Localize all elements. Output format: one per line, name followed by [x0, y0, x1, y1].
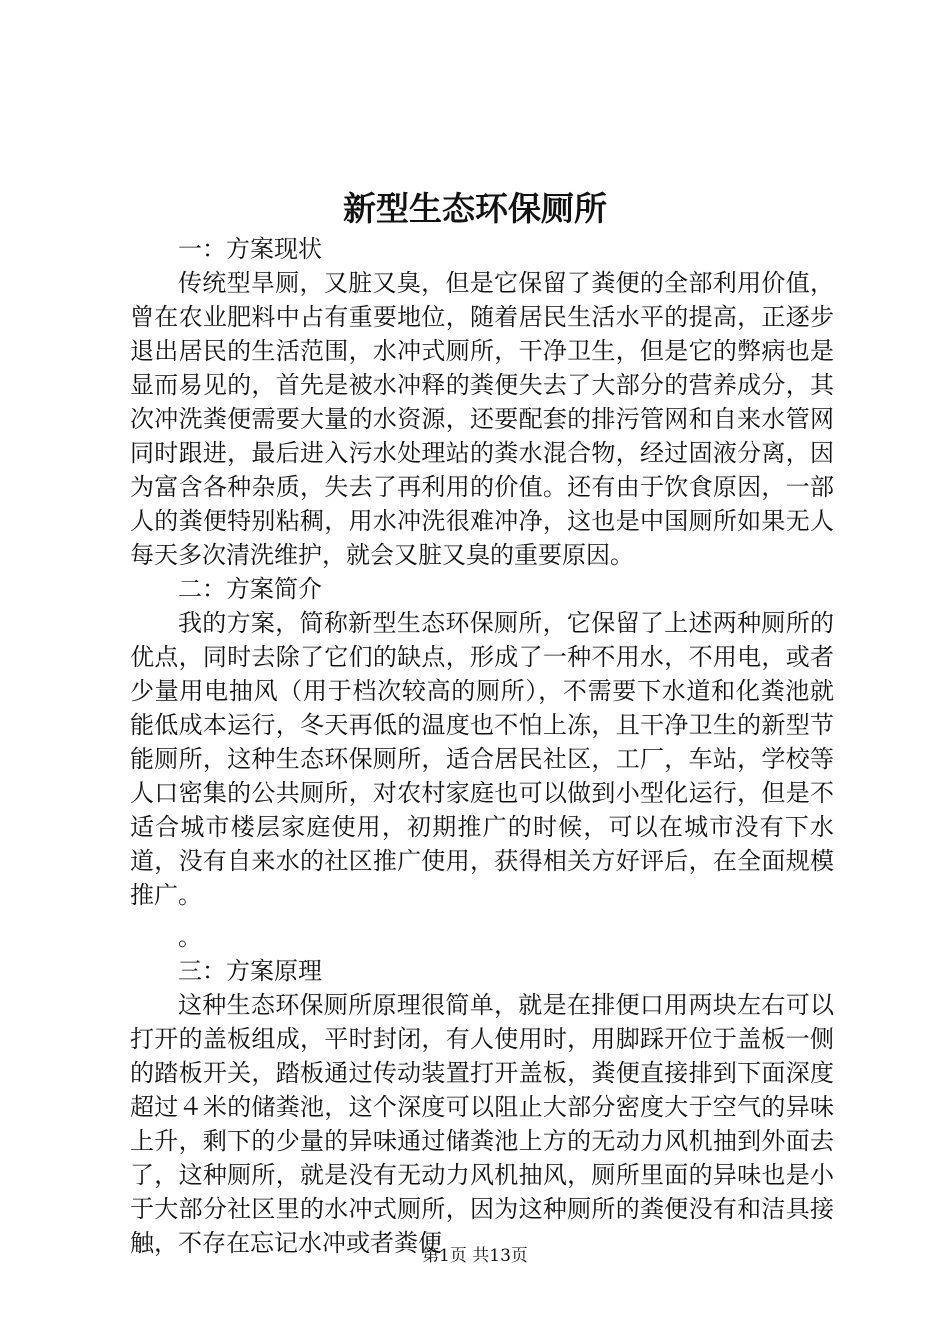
paragraph-principle: 这种生态环保厕所原理很简单，就是在排便口用两块左右可以打开的盖板组成，平时封闭，有人使用时，用脚踩开位于盖板一侧的踏板开关，踏板通过传动装置打开盖板，粪便直接排到下面深度超过４米的储粪池，这个深度可以阻止大部分密度大于空气的异味上升，剩下的少量的异味通过储粪池上方的无动力风机抽到外面去了，这种厕所，就是没有无动力风机抽风，厕所里面的异味也是小于大部分社区里的水冲式厕所，因为这种厕所的粪便没有和洁具接触，不存在忘记水冲或者粪便 — [130, 991, 834, 1257]
section-heading-intro: 二：方案简介 — [178, 575, 322, 603]
page-footer: 第1页 共13页 — [422, 1246, 528, 1266]
document-body — [130, 232, 834, 1260]
paragraph-intro-mark: 。 — [178, 923, 202, 951]
document-title: 新型生态环保厕所 — [343, 189, 607, 228]
paragraph-status: 传统型旱厕，又脏又臭，但是它保留了粪便的全部利用价值，曾在农业肥料中占有重要地位，随着居民生活水平的提高，正逐步退出居民的生活范围，水冲式厕所，干净卫生，但是它的弊病也是显而易见的，首先是被水冲释的粪便失去了大部分的营养成分，其次冲洗粪便需要大量的水资源，还要配套的排污管网和自来水管网同时跟进，最后进入污水处理站的粪水混合物，经过固液分离，因为富含各种杂质，失去了再利用的价值。还有由于饮食原因，一部人的粪便特别粘稠，用水冲洗很难冲净，这也是中国厕所如果无人每天多次清洗维护，就会又脏又臭的重要原因。 — [130, 269, 834, 569]
paragraph-intro: 我的方案，简称新型生态环保厕所，它保留了上述两种厕所的优点，同时去除了它们的缺点，形成了一种不用水，不用电，或者少量用电抽风（用于档次较高的厕所），不需要下水道和化粪池就能低成本运行，冬天再低的温度也不怕上冻，且干净卫生的新型节能厕所，这种生态环保厕所，适合居民社区，工厂，车站，学校等人口密集的公共厕所，对农村家庭也可以做到小型化运行，但是不适合城市楼层家庭使用，初期推广的时候，可以在城市没有下水道，没有自来水的社区推广使用，获得相关方好评后，在全面规模推广。 — [130, 609, 834, 909]
section-heading-status: 一：方案现状 — [178, 235, 322, 263]
section-heading-principle: 三：方案原理 — [178, 957, 322, 985]
